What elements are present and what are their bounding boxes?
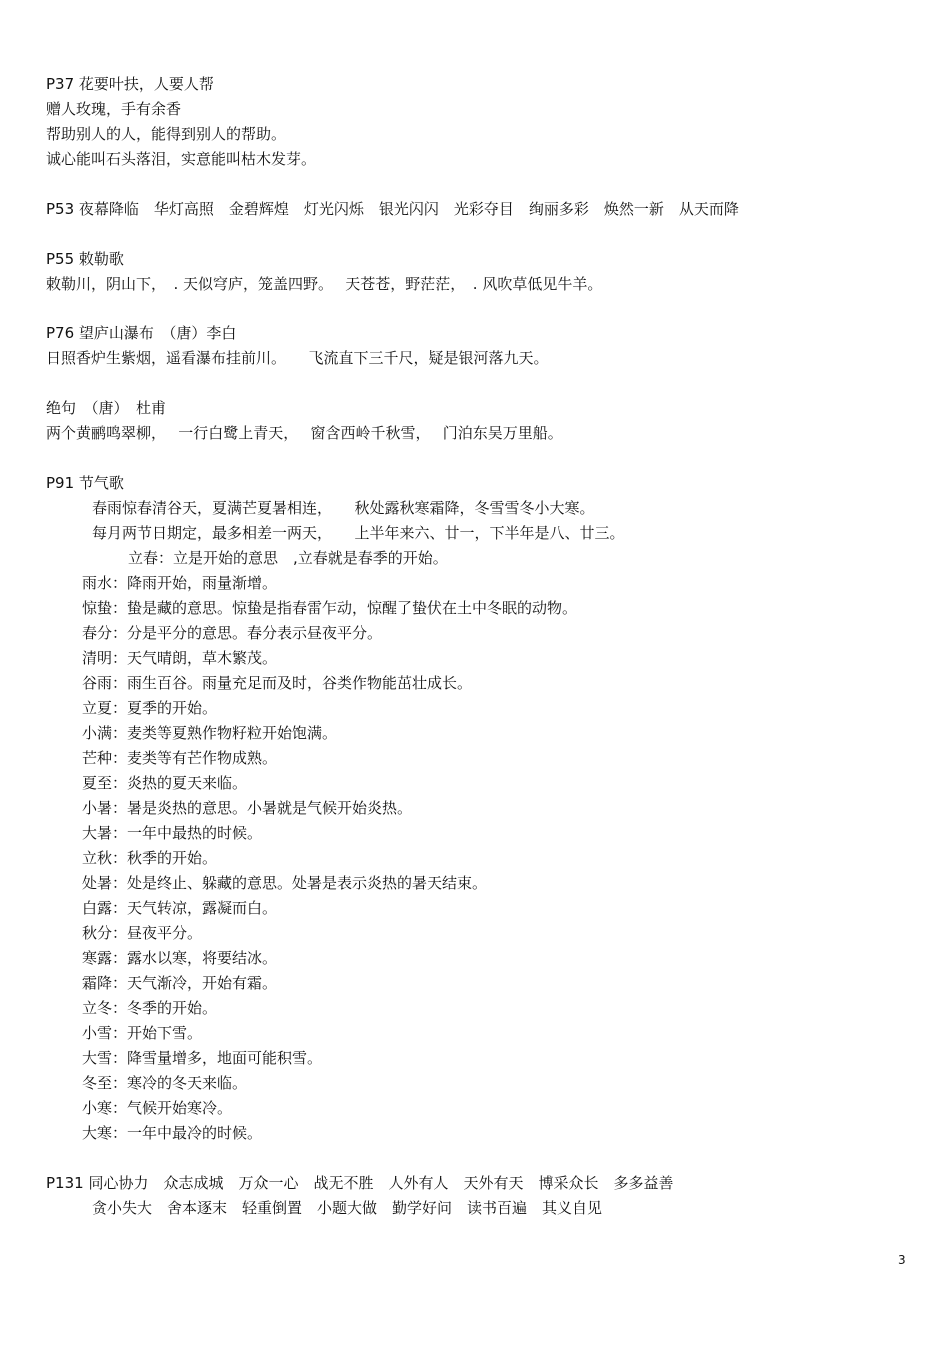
solar-term-item: 小满：麦类等夏熟作物籽粒开始饱满。 bbox=[82, 724, 338, 742]
solar-term-item: 谷雨：雨生百谷。雨量充足而及时，谷类作物能茁壮成长。 bbox=[82, 674, 473, 692]
solar-term-song-line: 春雨惊春清谷天，夏满芒夏暑相连， 秋处露秋寒霜降，冬雪雪冬小大寒。 bbox=[92, 499, 595, 517]
solar-term-item: 大暑：一年中最热的时候。 bbox=[82, 824, 263, 842]
jueju-title: 绝句 （唐） 杜甫 bbox=[46, 399, 167, 417]
p55-verse: 敕勒川，阴山下， . 天似穹庐，笼盖四野。 天苍苍，野茫茫， . 风吹草低见牛羊。 bbox=[46, 275, 603, 293]
solar-term-song-line: 每月两节日期定，最多相差一两天， 上半年来六、廿一，下半年是八、廿三。 bbox=[92, 524, 625, 542]
solar-term-item: 大寒：一年中最冷的时候。 bbox=[82, 1124, 263, 1142]
p37-line: 赠人玫瑰，手有余香 bbox=[46, 100, 182, 118]
solar-term-item: 处暑：处是终止、躲藏的意思。处暑是表示炎热的暑天结束。 bbox=[82, 874, 488, 892]
solar-term-item: 雨水：降雨开始，雨量渐增。 bbox=[82, 574, 278, 592]
solar-term-item: 小暑：暑是炎热的意思。小暑就是气候开始炎热。 bbox=[82, 799, 413, 817]
p131-idioms-continued: 贪小失大 舍本逐末 轻重倒置 小题大做 勤学好问 读书百遍 其义自见 bbox=[92, 1199, 603, 1217]
solar-term-item: 立冬：冬季的开始。 bbox=[82, 999, 218, 1017]
solar-term-item: 夏至：炎热的夏天来临。 bbox=[82, 774, 248, 792]
solar-term-item: 大雪：降雪量增多，地面可能积雪。 bbox=[82, 1049, 323, 1067]
solar-term-item: 立秋：秋季的开始。 bbox=[82, 849, 218, 867]
jueju-verse: 两个黄鹂鸣翠柳， 一行白鹭上青天， 窗含西岭千秋雪， 门泊东吴万里船。 bbox=[46, 424, 563, 442]
solar-term-item: 小寒：气候开始寒冷。 bbox=[82, 1099, 233, 1117]
p76-title: P76 望庐山瀑布 （唐）李白 bbox=[46, 324, 237, 342]
solar-term-item: 白露：天气转凉，露凝而白。 bbox=[82, 899, 278, 917]
p76-verse: 日照香炉生紫烟，遥看瀑布挂前川。 飞流直下三千尺，疑是银河落九天。 bbox=[46, 349, 549, 367]
solar-term-item: 惊蛰：蛰是藏的意思。惊蛰是指春雷乍动，惊醒了蛰伏在土中冬眠的动物。 bbox=[82, 599, 578, 617]
solar-term-item: 寒露：露水以寒，将要结冰。 bbox=[82, 949, 278, 967]
solar-term-item: 小雪：开始下雪。 bbox=[82, 1024, 203, 1042]
solar-term-item: 芒种：麦类等有芒作物成熟。 bbox=[82, 749, 278, 767]
solar-term-item: 立夏：夏季的开始。 bbox=[82, 699, 218, 717]
solar-term-item: 秋分：昼夜平分。 bbox=[82, 924, 203, 942]
p53-idioms: P53 夜幕降临 华灯高照 金碧辉煌 灯光闪烁 银光闪闪 光彩夺目 绚丽多彩 焕然一新 从天而降 bbox=[46, 200, 739, 218]
p37-line: 诚心能叫石头落泪，实意能叫枯木发芽。 bbox=[46, 150, 317, 168]
p37-line: 帮助别人的人，能得到别人的帮助。 bbox=[46, 125, 287, 143]
p91-title: P91 节气歌 bbox=[46, 474, 124, 492]
solar-term-item: 清明：天气晴朗，草木繁茂。 bbox=[82, 649, 278, 667]
page-number: 3 bbox=[898, 1253, 906, 1267]
solar-term-item: 冬至：寒冷的冬天来临。 bbox=[82, 1074, 248, 1092]
p37-title: P37 花要叶扶，人要人帮 bbox=[46, 75, 214, 93]
solar-term-lichun: 立春：立是开始的意思 ,立春就是春季的开始。 bbox=[128, 549, 448, 567]
p55-title: P55 敕勒歌 bbox=[46, 250, 124, 268]
solar-term-item: 春分：分是平分的意思。春分表示昼夜平分。 bbox=[82, 624, 383, 642]
solar-term-item: 霜降：天气渐冷，开始有霜。 bbox=[82, 974, 278, 992]
p131-idioms: P131 同心协力 众志成城 万众一心 战无不胜 人外有人 天外有天 博采众长 多多益善 bbox=[46, 1174, 674, 1192]
